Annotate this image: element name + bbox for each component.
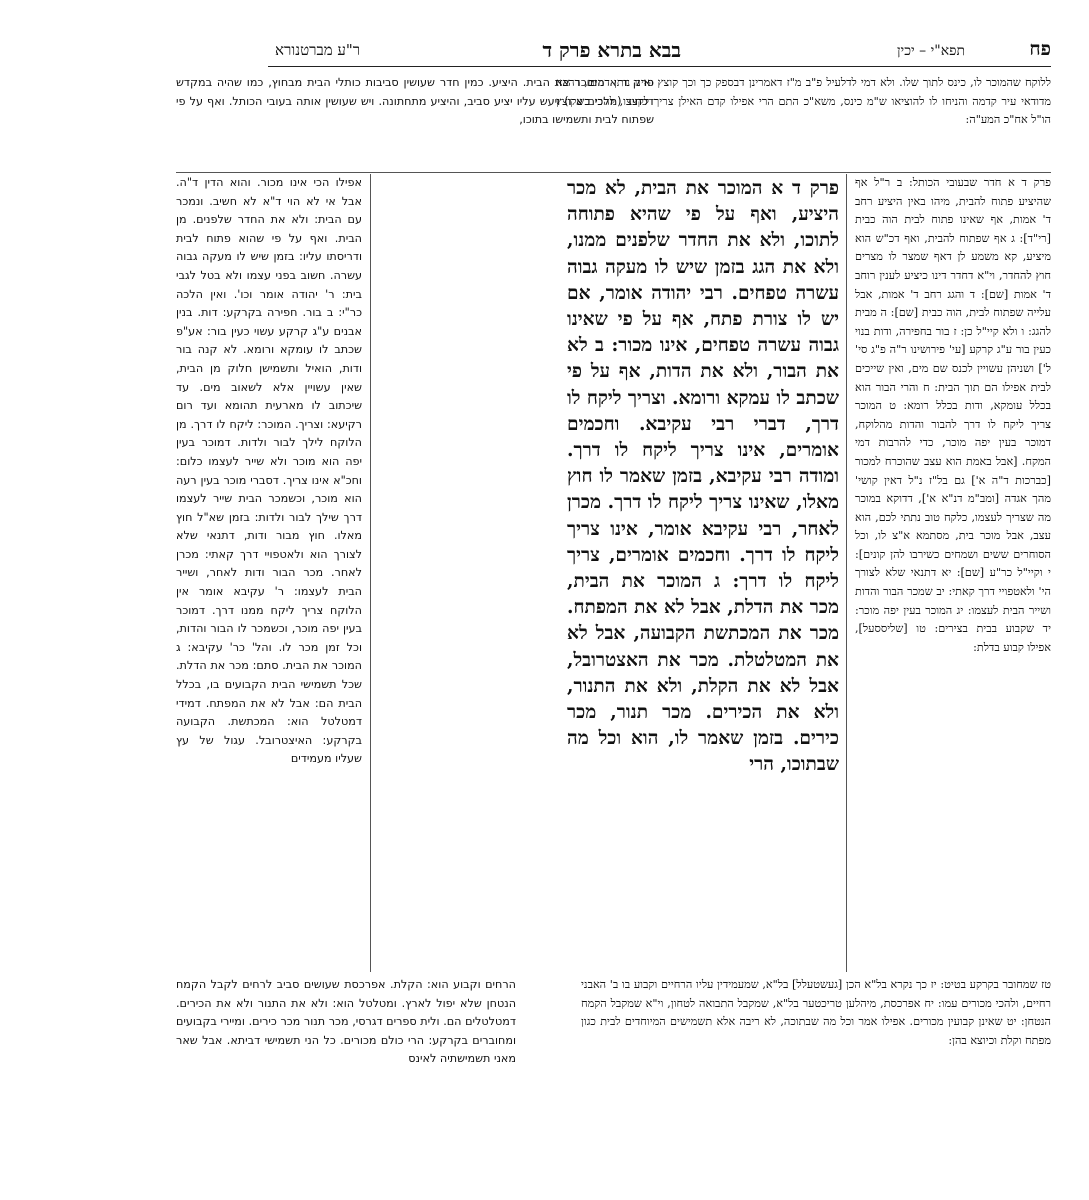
- column-divider: [370, 174, 371, 972]
- bartenura-top-paragraph: פרק ד א המוכר את הבית. היציע. כמין חדר שעושין סביבות כותלי הבית מבחוץ, כמו שהיה במקדש דכתיב (מלכים א ו) ויעש עליו יציע סביב, והיציע מתחתונה. ויש שעושין אותה בעובי הכותל. ואף על פי שפתוח לבית ותשמישו בתוכו,: [176, 76, 654, 127]
- section-divider: [176, 172, 656, 173]
- page-header: [275, 38, 1051, 64]
- yachin-commentary-column: פרק ד א חדר שבעובי הכותל: ב ר"ל אף שהיציע פתוח להבית, מיהו באין היציע רחב ד' אמות, אף שאינו פתוח לבית הוה כבית [רי"ד]: ג אף שפתוח להבית, ואף דכ"ש הוא מיציע, קא משמע לן דאף שמצר לו מצרים חוץ להחדר, וי"א דחדר דינו כיציע לענין רוחב ד' אמות [שם]: ד והגג רחב ד' אמות, אבל עלייה שפתוח לבית, הוה כבית [שם]: ה מבית להגג: ו ולא קיי"ל כן: ז בור בחפירה, ודות בנוי כעין בור ע"ג קרקע [עי' פירושינו ר"ה פ"ג סי' ל'] ושניהן עשויין לכנס שם מים, ואין שייכים לבית אפילו הם תוך הבית: ח והרי הבור הוא בכלל עומקא, ודות בכלל רומא: ט המוכר צריך ליקח לו דרך להבור והדות מהלוקח, דמוכר בעין יפה מוכר, כדי להרבות דמי המקח. [אבל באמת הוא עצב שהוכרח למכור [כברכות ד"ה א'] גם בל"ז נ"ל דאין קושי' מהך אגדה [ומב"מ דנ"א א'], דדוקא במוכר מה שצריך לעצמו, כלקח טוב נתתי לכם, הוא עצב, אבל מוכר בית, מסתמא א"צ לו, וכל הסוחרים ששים ושמחים כשירבו להן קונים]: י וקיי"ל כר"ע [שם]: יא דתנאי שלא לצורך הי' ולאטפויי דרך קאתי: יב שמכר הבור והדות ושייר הבית לעצמו: יג המוכר בעין יפה מוכר: יד שקבוע בבית בצירים: טו [שליססעל], אפילו קבוע בדלת:: [855, 176, 1051, 654]
- column-divider: [846, 174, 847, 972]
- mishnah-text: פרק ד א המוכר את הבית, לא מכר היציע, ואף על פי שהיא פתוחה לתוכו, ולא את החדר שלפנים ממנו, ולא את הגג בזמן שיש לו מעקה גבוה עשרה טפחים. רבי יהודה אומר, אם יש לו צורת פתח, אף על פי שאינו גבוה עשרה טפחים, אינו מכור: ב לא את הבור, ולא את הדות, אף על פי שכתב לו עמקא ורומא. וצריך ליקח לו דרך, דברי רבי עקיבא. וחכמים אומרים, אינו צריך ליקח לו דרך. ומודה רבי עקיבא, בזמן שאמר לו חוץ מאלו, שאינו צריך ליקח לו דרך. מכרן לאחר, רבי עקיבא אומר, אינו צריך ליקח לו דרך. וחכמים אומרים, צריך ליקח לו דרך: ג המוכר את הבית, מכר את הדלת, אבל לא את המפתח. מכר את המכתשת הקבועה, אבל לא את המטלטלת. מכר את האצטרובל, אבל לא את הקלת, ולא את התנור, ולא את הכירים. מכר תנור, מכר כירים. בזמן שאמר לו, הוא וכל מה שבתוכו, הרי: [567, 178, 839, 776]
- commentary-title: ר"ע מברטנורא: [275, 41, 361, 59]
- yachin-top-paragraph: ללוקח שהמוכר לו, כינס לתוך שלו. ולא דמי לדלעיל פ"ב מ"ז דאמרינן דבספק כך וכך קוצץ ואינו נותן דמים, דהכא מדודאי עיר קדמה והניחו לו להוציאו ש"מ כינס, משא"כ התם הרי אפילו קדם האילן צריך לקצצו, להכי כשקוצץ הו"ל אח"כ המע"ה:: [556, 76, 1051, 127]
- yachin-bottom-paragraph: טז שמחובר בקרקע בטיט: יז כך נקרא בל"א הכן [געשטעלל] בל"א, שמעמידין עליו הרחיים וקבוע בו ב' האבני רחיים, ולהכי מכורים עמו: יח אפרכסת, מיהלען טריכטער בל"א, שמקבל התבואה לטחון, וי"א שמקבל הקמח הנטחן: יט שאינן קבועין מכורים. אפילו אמר וכל מה שבתוכה, לא ריבה אלא תשמישים המיוחדים לבית כגון מפתח וקלת וכיוצא בהן:: [581, 978, 1051, 1047]
- page-reference: תפא"י – יכין: [896, 43, 965, 59]
- bartenura-commentary-column: אפילו הכי אינו מכור. והוא הדין ד"ה. אבל אי לא הוי ד"א לא חשיב. ונמכר עם הבית: ולא את החדר שלפנים. מן הבית. ואף על פי שהוא פתוח לבית ודריסתו עליו: בזמן שיש לו מעקה גבוה עשרה. חשוב בפני עצמו ולא בטל לגבי בית: ר' יהודה אומר וכו'. ואין הלכה כר"י: ב בור. חפירה בקרקע: דות. בנין אבנים ע"ג קרקע עשוי כעין בור: אע"פ שכתב לו עומקא ורומא. לא קנה בור ודות, הואיל ותשמישן חלוק מן הבית, שאין עשויין אלא לשאוב מים. עד שיכתוב לו מארעית תהומא ועד רום רקיעא: וצריך. המוכר: ליקח לו דרך. מן הלוקח לילך לבור ולדות. דמוכר בעין יפה הוא מוכר ולא שייר לעצמו כלום: וחכ"א אינו צריך. דסברי מוכר בעין רעה הוא מוכר, וכשמכר הבית שייר לעצמו דרך שילך לבור ולדות: בזמן שא"ל חוץ מאלו. חוץ מבור ודות, דתנאי שלא לצורך הוא ולאטפויי דרך קאתי: מכרן לאחר. מכר הבור ודות לאחר, ושייר הבית לעצמו: ר' עקיבא אומר אין הלוקח צריך ליקח ממנו דרך. דמוכר בעין יפה מוכר, וכשמכר לו הבור והדות, וכל זמן מכר לו. והל' כר' עקיבא: ג המוכר את הבית. סתם: מכר את הדלת. שכל תשמישי הבית הקבועים בו, בכלל הבית הם: אבל לא את המפתח. דמידי דמטלטל הוא: המכתשת. הקבועה בקרקע: האיצטרובל. עגול של עץ שעליו מעמידים: [176, 176, 362, 766]
- page-title: בבא בתרא פרק ד: [542, 38, 681, 62]
- bartenura-bottom-paragraph: הרחים וקבוע הוא: הקלת. אפרכסת שעושים סביב לרחים לקבל הקמח הנטחן שלא יפול לארץ. ומטלטל הוא: ולא את התנור ולא את הכירים. דמטלטלים הם. ולית ספרים דגרסי, מכר תנור מכר כירים. ומיירי בקבועים ומחוברים בקרקע: הרי כולם מכורים. כל הני תשמישי דביתא. אבל שאר מאני תשמישתיה לאינס: [176, 978, 516, 1066]
- header-rule: [268, 66, 1051, 67]
- page-number: פח: [1029, 38, 1051, 60]
